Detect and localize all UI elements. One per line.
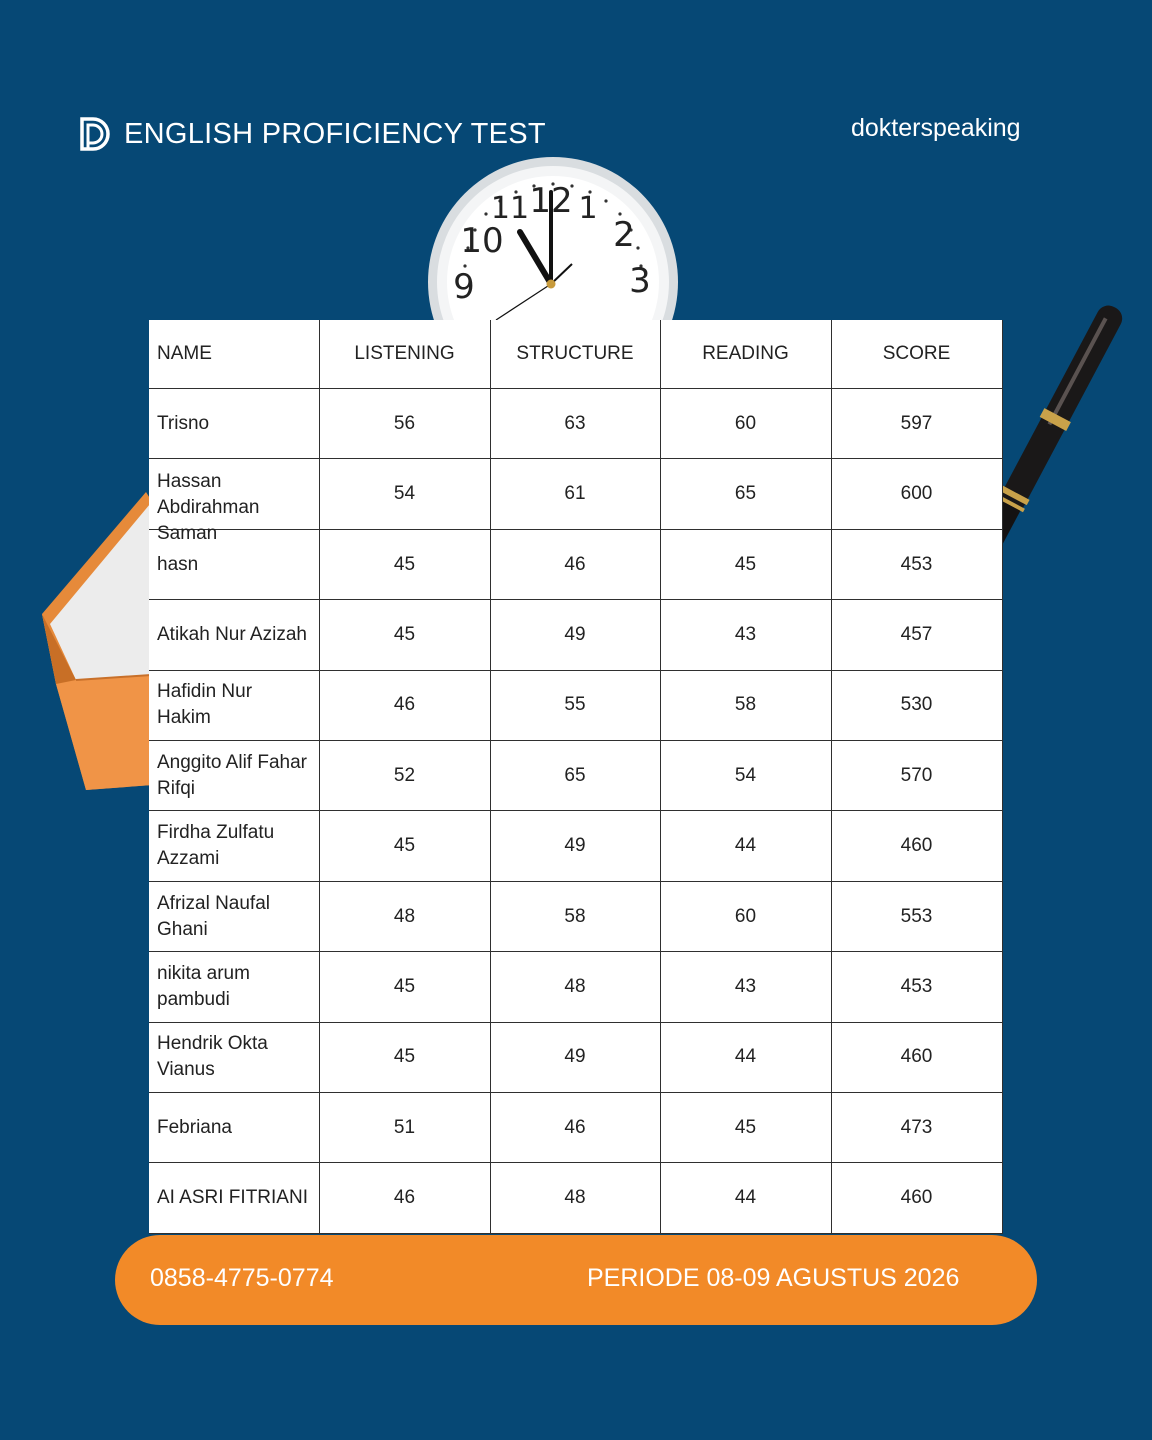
cell-score: 570 bbox=[831, 741, 1002, 811]
svg-text:11: 11 bbox=[490, 191, 530, 226]
cell-reading: 43 bbox=[660, 952, 831, 1022]
cell-score: 597 bbox=[831, 389, 1002, 459]
cell-listening: 45 bbox=[319, 811, 490, 881]
cell-listening: 45 bbox=[319, 1022, 490, 1092]
cell-score: 457 bbox=[831, 600, 1002, 670]
svg-text:12: 12 bbox=[529, 181, 573, 221]
cell-structure: 46 bbox=[490, 529, 660, 599]
cell-reading: 60 bbox=[660, 881, 831, 951]
cell-structure: 48 bbox=[490, 1163, 660, 1234]
svg-text:3: 3 bbox=[629, 261, 651, 301]
cell-structure: 55 bbox=[490, 670, 660, 740]
cell-reading: 43 bbox=[660, 600, 831, 670]
cell-listening: 51 bbox=[319, 1093, 490, 1163]
cell-score: 460 bbox=[831, 811, 1002, 881]
cell-name bbox=[149, 389, 319, 459]
dp-logo-icon bbox=[78, 116, 114, 152]
cell-structure: 63 bbox=[490, 389, 660, 459]
cell-name bbox=[149, 741, 319, 811]
cell-reading: 58 bbox=[660, 670, 831, 740]
cell-name bbox=[149, 811, 319, 881]
column-header-listening: LISTENING bbox=[319, 320, 490, 389]
cell-listening: 54 bbox=[319, 459, 490, 529]
cell-score: 453 bbox=[831, 529, 1002, 599]
cell-reading: 44 bbox=[660, 1022, 831, 1092]
cell-listening: 45 bbox=[319, 600, 490, 670]
cell-structure: 49 bbox=[490, 600, 660, 670]
table-row bbox=[149, 881, 1002, 951]
name-text: AI ASRI FITRIANI bbox=[157, 1187, 308, 1209]
table-row bbox=[149, 811, 1002, 881]
cell-listening: 46 bbox=[319, 670, 490, 740]
table-row bbox=[149, 1093, 1002, 1163]
table-row bbox=[149, 1163, 1002, 1234]
name-text: Febriana bbox=[157, 1116, 232, 1138]
cell-structure: 61 bbox=[490, 459, 660, 529]
column-header-structure: STRUCTURE bbox=[490, 320, 660, 389]
cell-name bbox=[149, 600, 319, 670]
column-header-reading: READING bbox=[660, 320, 831, 389]
column-header-score: SCORE bbox=[831, 320, 1002, 389]
cell-score: 553 bbox=[831, 881, 1002, 951]
cell-name bbox=[149, 1093, 319, 1163]
brand-name: dokterspeaking bbox=[851, 114, 1021, 142]
cell-reading: 44 bbox=[660, 1163, 831, 1234]
name-text: Anggito Alif Fahar Rifqi bbox=[157, 751, 307, 799]
name-text: Hassan Abdirahman Saman bbox=[157, 471, 260, 545]
table-row bbox=[149, 600, 1002, 670]
test-title-text: ENGLISH PROFICIENCY TEST bbox=[124, 117, 546, 150]
contact-phone: 0858-4775-0774 bbox=[150, 1264, 334, 1292]
cell-name bbox=[149, 459, 319, 545]
name-text: Atikah Nur Azizah bbox=[157, 623, 307, 645]
name-text: Firdha Zulfatu Azzami bbox=[157, 822, 275, 870]
table-header-row bbox=[149, 320, 1002, 389]
cell-reading: 65 bbox=[660, 459, 831, 529]
score-table bbox=[149, 320, 1003, 1234]
name-text: nikita arum pambudi bbox=[157, 962, 250, 1010]
table-row bbox=[149, 459, 1002, 529]
cell-score: 460 bbox=[831, 1163, 1002, 1234]
table-row bbox=[149, 1022, 1002, 1092]
name-text: Trisno bbox=[157, 412, 210, 434]
cell-listening: 52 bbox=[319, 741, 490, 811]
cell-reading: 44 bbox=[660, 811, 831, 881]
cell-structure: 49 bbox=[490, 811, 660, 881]
name-text: Hafidin Nur Hakim bbox=[157, 681, 253, 729]
cell-name bbox=[149, 881, 319, 951]
name-text: Afrizal Naufal Ghani bbox=[157, 892, 270, 940]
cell-structure: 48 bbox=[490, 952, 660, 1022]
cell-reading: 45 bbox=[660, 529, 831, 599]
cell-listening: 45 bbox=[319, 952, 490, 1022]
cell-name bbox=[149, 952, 319, 1022]
cell-score: 530 bbox=[831, 670, 1002, 740]
cell-name bbox=[149, 1022, 319, 1092]
cell-listening: 48 bbox=[319, 881, 490, 951]
cell-structure: 58 bbox=[490, 881, 660, 951]
column-header-name: NAME bbox=[149, 320, 319, 389]
cell-name bbox=[149, 670, 319, 740]
test-period: PERIODE 08-09 AGUSTUS 2026 bbox=[587, 1264, 960, 1292]
name-text: hasn bbox=[157, 553, 199, 575]
cell-listening: 46 bbox=[319, 1163, 490, 1234]
table-row bbox=[149, 952, 1002, 1022]
cell-score: 460 bbox=[831, 1022, 1002, 1092]
cell-listening: 45 bbox=[319, 529, 490, 599]
cell-structure: 46 bbox=[490, 1093, 660, 1163]
table-row bbox=[149, 389, 1002, 459]
svg-text:1: 1 bbox=[578, 191, 598, 226]
svg-text:2: 2 bbox=[613, 215, 635, 255]
cell-score: 600 bbox=[831, 459, 1002, 529]
table-row bbox=[149, 670, 1002, 740]
cell-reading: 54 bbox=[660, 741, 831, 811]
svg-text:10: 10 bbox=[460, 221, 504, 261]
page-title bbox=[78, 116, 546, 152]
cell-name bbox=[149, 1163, 319, 1234]
cell-score: 453 bbox=[831, 952, 1002, 1022]
cell-listening: 56 bbox=[319, 389, 490, 459]
cell-reading: 60 bbox=[660, 389, 831, 459]
footer-bar bbox=[115, 1235, 1037, 1325]
svg-text:9: 9 bbox=[453, 267, 475, 307]
cell-reading: 45 bbox=[660, 1093, 831, 1163]
table-row bbox=[149, 741, 1002, 811]
name-text: Hendrik Okta Vianus bbox=[157, 1033, 268, 1081]
cell-score: 473 bbox=[831, 1093, 1002, 1163]
cell-structure: 65 bbox=[490, 741, 660, 811]
cell-structure: 49 bbox=[490, 1022, 660, 1092]
envelope-icon bbox=[36, 484, 166, 804]
